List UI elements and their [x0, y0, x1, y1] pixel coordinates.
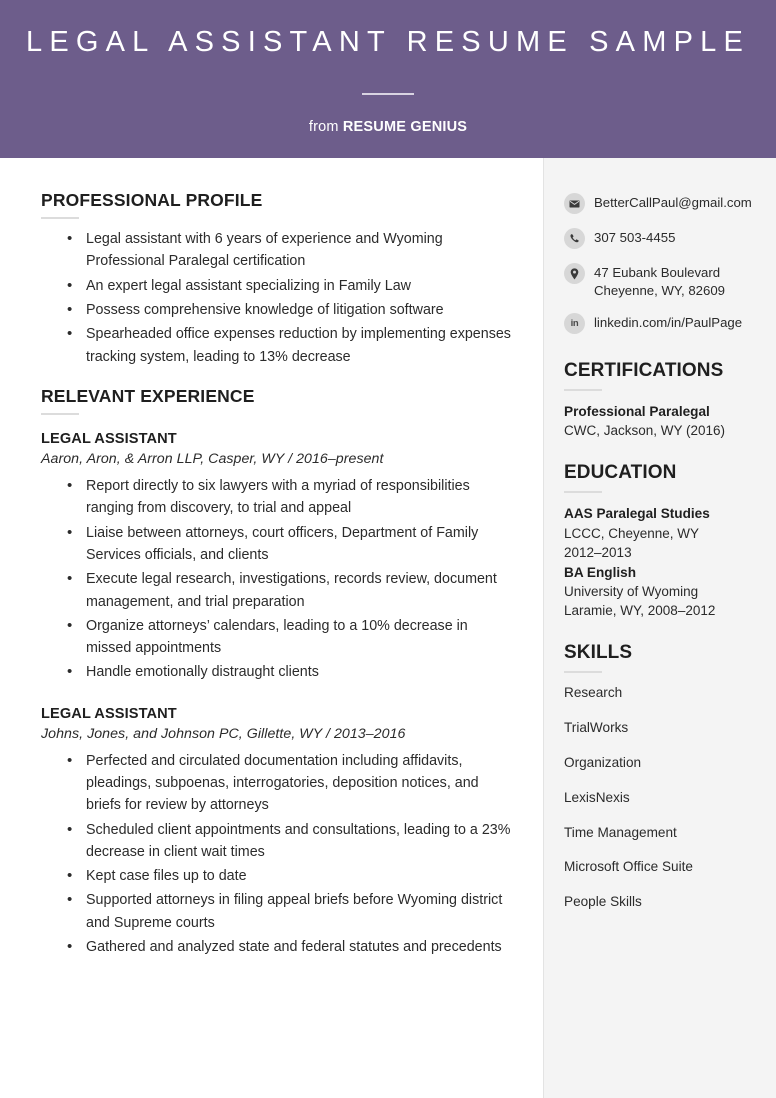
list-item: • Scheduled client appointments and consultations, leading to a 23% decrease in client wait times — [41, 819, 515, 864]
experience-entry — [41, 431, 515, 684]
certification-name: Professional Paralegal — [564, 403, 710, 419]
contact-email[interactable] — [564, 192, 758, 214]
certification-entry — [564, 402, 758, 440]
page-title: LEGAL ASSISTANT RESUME SAMPLE — [26, 26, 750, 58]
header-banner — [0, 0, 776, 158]
job-title: LEGAL ASSISTANT — [41, 705, 177, 722]
job-title: LEGAL ASSISTANT — [41, 431, 177, 448]
phone-icon — [564, 228, 585, 249]
linkedin-icon: in — [564, 313, 585, 334]
education-school: University of Wyoming — [564, 584, 699, 600]
banner-divider — [362, 93, 414, 95]
section-heading-underline — [41, 217, 79, 219]
list-item: Organization — [564, 754, 642, 770]
job-company-and-dates: Aaron, Aron, & Arron LLP, Casper, WY / 2016–present — [41, 451, 384, 468]
list-item: • Legal assistant with 6 years of experience and Wyoming Professional Paralegal certification — [41, 228, 515, 273]
sidebar-column — [543, 158, 776, 1098]
list-item: • An expert legal assistant specializing in Family Law — [41, 275, 515, 297]
section-heading-profile: PROFESSIONAL PROFILE — [41, 190, 263, 210]
job-bullet-list — [41, 475, 515, 684]
list-item: TrialWorks — [564, 720, 629, 736]
banner-attribution-brand: RESUME GENIUS — [342, 118, 468, 135]
address-line-1: 47 Eubank Boulevard — [594, 265, 721, 280]
section-heading-underline — [564, 491, 602, 493]
education-degree: BA English — [564, 564, 636, 580]
list-item: • Handle emotionally distraught clients — [41, 661, 515, 683]
address-line-2: Cheyenne, WY, 82609 — [594, 282, 725, 298]
contact-email-value: BetterCallPaul@gmail.com — [594, 195, 752, 210]
list-item: • Execute legal research, investigations, records review, document management, and trial preparation — [41, 568, 515, 613]
section-heading-skills: SKILLS — [564, 642, 633, 664]
list-item: • Organize attorneys’ calendars, leading to a 10% decrease in missed appointments — [41, 615, 515, 660]
contact-phone-value: 307 503-4455 — [594, 230, 676, 245]
education-entry — [564, 504, 758, 562]
education-entry — [564, 563, 758, 621]
contact-linkedin[interactable] — [564, 312, 758, 334]
section-heading-underline — [41, 413, 79, 415]
section-heading-education: EDUCATION — [564, 462, 677, 484]
list-item: • Possess comprehensive knowledge of litigation software — [41, 299, 515, 321]
list-item: • Kept case files up to date — [41, 865, 515, 887]
section-heading-underline — [564, 671, 602, 673]
education-degree: AAS Paralegal Studies — [564, 506, 710, 522]
skills-list — [564, 685, 758, 910]
experience-entry — [41, 706, 515, 959]
section-relevant-experience — [41, 386, 515, 958]
contact-info-list — [564, 192, 758, 334]
section-heading-underline — [564, 389, 602, 391]
contact-address[interactable] — [564, 262, 758, 299]
list-item: Research — [564, 685, 623, 701]
list-item: People Skills — [564, 894, 642, 910]
education-years: Laramie, WY, 2008–2012 — [564, 603, 716, 619]
banner-attribution-prefix: from — [308, 118, 343, 135]
section-certifications — [564, 360, 758, 440]
main-column — [0, 158, 543, 1098]
section-professional-profile — [41, 190, 515, 368]
job-bullet-list — [41, 750, 515, 959]
list-item: Time Management — [564, 824, 677, 840]
banner-attribution — [309, 119, 467, 135]
list-item: • Spearheaded office expenses reduction by implementing expenses tracking system, leading to 13% decrease — [41, 323, 515, 368]
section-education — [564, 462, 758, 620]
list-item: • Report directly to six lawyers with a myriad of responsibilities ranging from discovery, to trial and appeal — [41, 475, 515, 520]
education-list — [564, 504, 758, 620]
section-skills — [564, 642, 758, 910]
contact-address-value — [594, 262, 725, 299]
location-pin-icon — [564, 263, 585, 284]
profile-bullet-list — [41, 228, 515, 368]
education-school: LCCC, Cheyenne, WY — [564, 525, 700, 541]
contact-phone[interactable] — [564, 227, 758, 249]
list-item: • Perfected and circulated documentation including affidavits, pleadings, subpoenas, interrogatories, deposition notices, and briefs for review by attorneys — [41, 750, 515, 817]
section-heading-certifications: CERTIFICATIONS — [564, 360, 724, 382]
section-heading-experience: RELEVANT EXPERIENCE — [41, 385, 255, 406]
list-item: Microsoft Office Suite — [564, 859, 693, 875]
list-item: • Gathered and analyzed state and federal statutes and precedents — [41, 936, 515, 958]
list-item: • Supported attorneys in filing appeal briefs before Wyoming district and Supreme courts — [41, 889, 515, 934]
certification-detail: CWC, Jackson, WY (2016) — [564, 423, 726, 439]
resume-body — [0, 158, 776, 1098]
list-item: LexisNexis — [564, 789, 630, 805]
contact-linkedin-value: linkedin.com/in/PaulPage — [594, 315, 743, 331]
email-icon — [564, 193, 585, 214]
education-years: 2012–2013 — [564, 544, 632, 560]
job-company-and-dates: Johns, Jones, and Johnson PC, Gillette, WY / 2013–2016 — [41, 725, 406, 742]
list-item: • Liaise between attorneys, court officers, Department of Family Services officials, and clients — [41, 522, 515, 567]
